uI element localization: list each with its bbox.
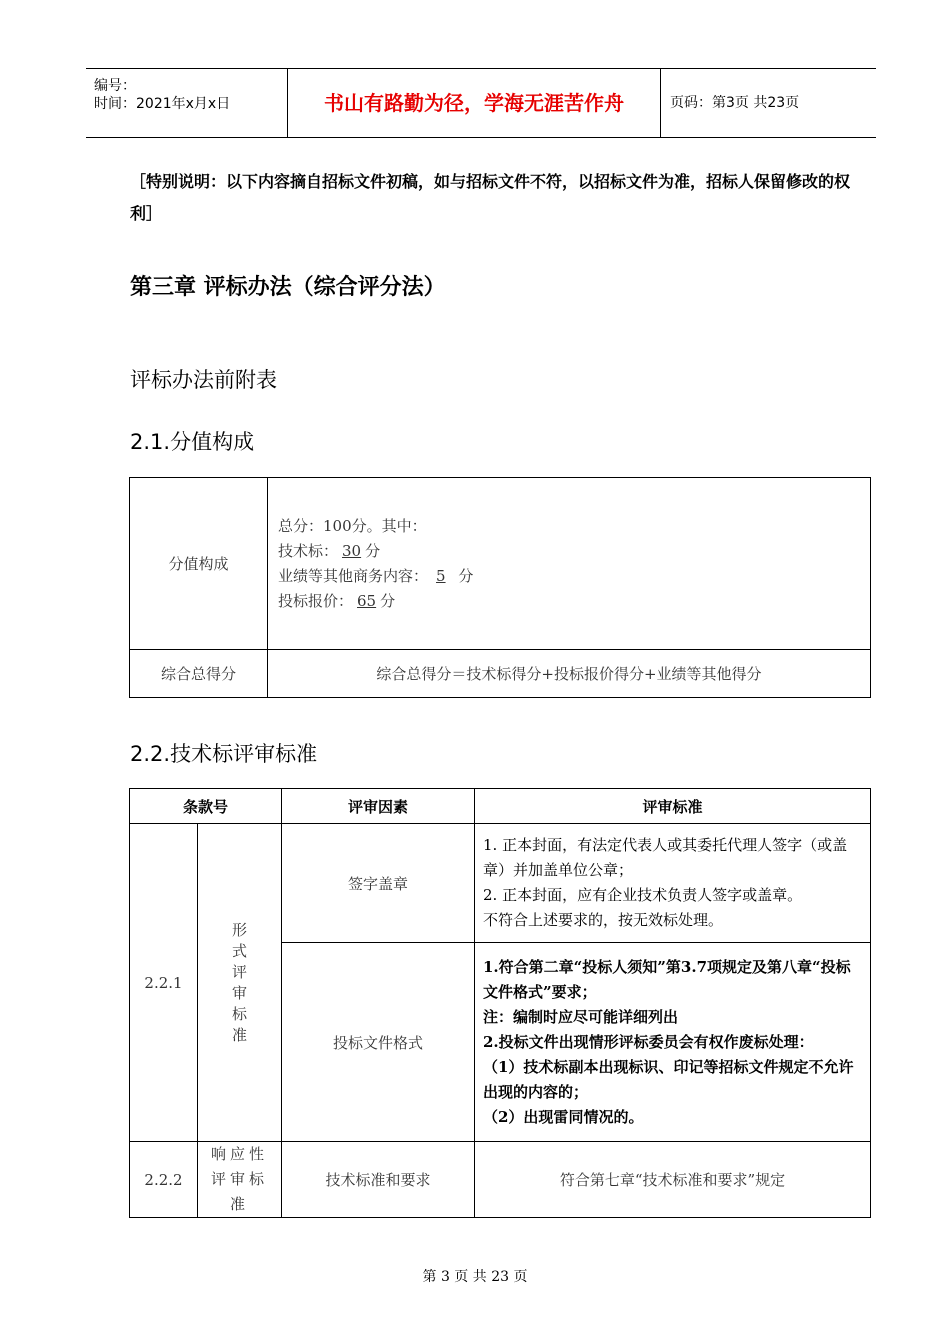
chapter-title: 第三章 评标办法（综合评分法）	[130, 275, 446, 300]
tech-score-value: 30	[342, 541, 362, 560]
clause-2-2-1-name: 形 式 评 审 标 准	[198, 824, 282, 1142]
tech-score-line: 技术标： 30 分	[278, 539, 870, 564]
price-score-value: 65	[357, 591, 377, 610]
standard-signature-seal: 1. 正本封面，有法定代表人或其委托代理人签字（或盖章）并加盖单位公章； 2. 正本封面，应有企业技术负责人签字或盖章。 不符合上述要求的，按无效标处理。	[475, 824, 871, 943]
section-title-2-2: 2.2.技术标评审标准	[130, 742, 318, 766]
special-note: ［特别说明：以下内容摘自招标文件初稿，如与招标文件不符，以招标文件为准，招标人保留修改的权利］	[130, 172, 851, 223]
technical-review-table	[129, 788, 871, 1218]
header-review-standard: 评审标准	[475, 789, 871, 824]
page-footer: 第 3 页 共 23 页	[422, 1269, 528, 1285]
annex-title: 评标办法前附表	[130, 368, 277, 392]
header-meta	[86, 69, 286, 137]
factor-signature-seal: 签字盖章	[282, 824, 475, 943]
section-title-2-1: 2.1.分值构成	[130, 430, 255, 454]
number-label: 编号：	[94, 78, 136, 94]
total-score-formula: 综合总得分＝技术标得分+投标报价得分+业绩等其他得分	[268, 650, 871, 698]
factor-document-format: 投标文件格式	[282, 943, 475, 1142]
standard-technical-standards: 符合第七章“技术标准和要求”规定	[475, 1142, 871, 1218]
total-line: 总分：100分。其中：	[278, 516, 427, 535]
factor-technical-standards: 技术标准和要求	[282, 1142, 475, 1218]
page-header	[86, 68, 876, 138]
header-motto: 书山有路勤为径，学海无涯苦作舟	[324, 91, 624, 115]
clause-2-2-2-no: 2.2.2	[130, 1142, 198, 1218]
score-composition-table	[129, 477, 871, 698]
score-composition-details	[268, 478, 871, 650]
total-score-label: 综合总得分	[130, 650, 268, 698]
business-score-line: 业绩等其他商务内容： 5 分	[278, 564, 870, 589]
clause-2-2-2-name: 响应性 评审标 准	[198, 1142, 282, 1218]
price-score-line: 投标报价： 65 分	[278, 589, 870, 614]
clause-2-2-1-no: 2.2.1	[130, 824, 198, 1142]
header-clause-no: 条款号	[130, 789, 282, 824]
header-divider	[660, 69, 661, 137]
header-review-factor: 评审因素	[282, 789, 475, 824]
score-composition-label: 分值构成	[130, 478, 268, 650]
business-score-value: 5	[436, 566, 446, 585]
header-page-label: 页码：第3页 共23页	[670, 95, 800, 111]
time-label: 时间：2021年x月x日	[94, 96, 231, 112]
standard-document-format: 1.符合第二章“投标人须知”第3.7项规定及第八章“投标文件格式”要求； 注：编制时应尽可能详细列出 2.投标文件出现情形评标委员会有权作废标处理： （1）技术标副本出现标识、印记等招标文件规定不允许出现的内容的； （2）出现雷同情况的。	[475, 943, 871, 1142]
